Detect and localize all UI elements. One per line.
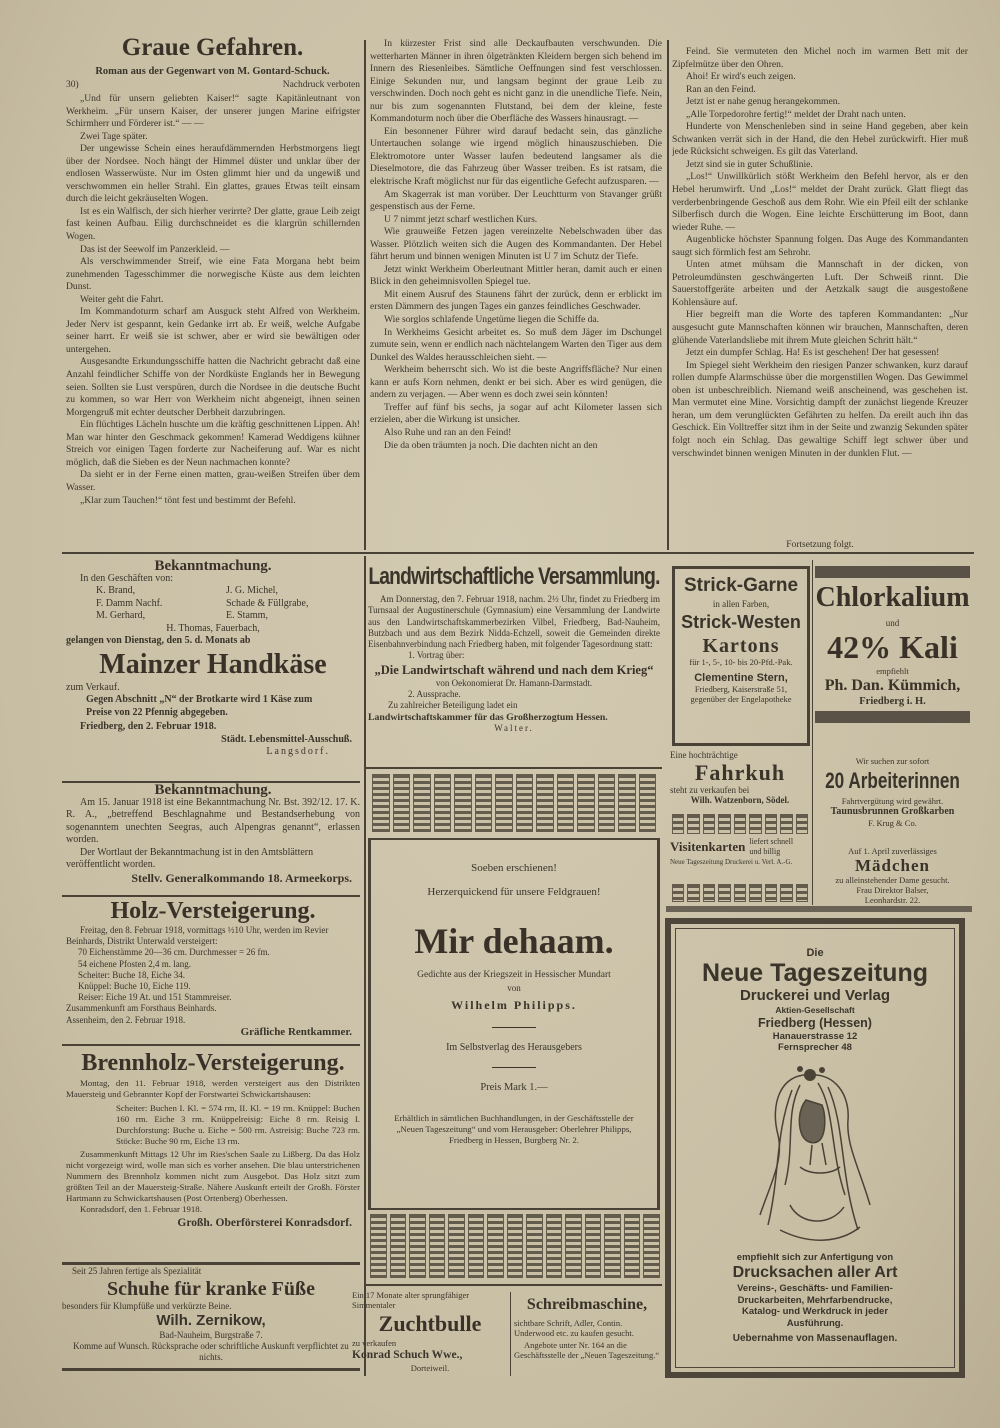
- meeting-lecture: „Die Landwirtschaft während und nach dem Krieg“: [374, 662, 654, 677]
- story-paragraph: Augenblicke höchster Spannung folgen. Das Auge des Kommandanten saugt sich förmlich fest am Sehrohr.: [672, 234, 968, 258]
- decorative-border: [672, 814, 808, 834]
- ornament-cell: [734, 884, 746, 902]
- ornament-cell: [780, 814, 792, 834]
- notice-signer: Städt. Lebensmittel-Ausschuß.: [221, 733, 352, 745]
- ornament-cell: [749, 884, 761, 902]
- notice-title: Bekanntmachung.: [154, 558, 272, 574]
- ornament-cell: [516, 774, 534, 832]
- meeting-speaker: von Oekonomierat Dr. Hamann-Darmstadt.: [435, 677, 593, 688]
- ad-maedchen: [815, 846, 970, 904]
- notice-text: Der Wortlaut der Bekanntmachung ist in den Amtsblättern veröffentlicht worden.: [66, 846, 314, 870]
- auction-item: 70 Eichenstämme 20—36 cm. Durchmesser = 26 fm.: [78, 947, 270, 958]
- story-paragraph: „Und für unsern geliebten Kaiser!“ sagte Kapitänleutnant von Werkheim. „Für unsern Kaiser, der unserer jungen Marine eifrigster Schirmherr und Förderer ist.“ — —: [66, 93, 360, 130]
- ad-intro: Eine hochträchtige: [670, 750, 738, 760]
- serial-number: 30): [66, 80, 79, 90]
- ad-text: sichtbare Schrift, Adler, Contin. Underwood etc. zu kaufen gesucht.: [514, 1318, 634, 1338]
- meeting-text: Am Donnerstag, den 7. Februar 1918, nachm. 2½ Uhr, findet zu Friedberg im Turnsaal der Augustinerschule (Gymnasium) eine Versammlung der Landwirte aus den Landwirtschaftskammerbezirken Vilbel, Friedberg, Bad-Nauheim, Butzbach und aus dem Bezirk Nidda-Echzell, soweit die Gemeinden direkte Eisenbahnverbindung nach Friedberg haben, mit folgender Tagesordnung statt:: [368, 594, 660, 650]
- auction-intro: Montag, den 11. Februar 1918, werden versteigert aus den Distrikten Mauersteig und Gebrannter Kopf der Forstwartei Schwickartshausen:: [66, 1078, 360, 1099]
- ad-address: Bad-Nauheim, Burgstraße 7.: [159, 1330, 263, 1340]
- ad-inner: [675, 928, 955, 1368]
- ornament-cell: [718, 814, 730, 834]
- story-paragraph: Am Skagerrak ist man vorüber. Der Leuchtturm von Stavanger grüßt gespenstisch aus der Ferne.: [370, 188, 662, 213]
- ornament-cell: [577, 774, 595, 832]
- ornament-cell: [703, 884, 715, 902]
- ornament-cell: [565, 1214, 582, 1278]
- notice-text: gelangen von Dienstag, den 5. d. Monats ab: [66, 635, 251, 646]
- ad-note: Komme auf Wunsch. Rücksprache oder schriftliche Auskunft verpflichtet zu nichts.: [73, 1341, 349, 1362]
- ad-company: F. Krug & Co.: [868, 818, 917, 828]
- ad-holz-versteigerung: [66, 898, 360, 1040]
- notice-text: Am 15. Januar 1918 ist eine Bekanntmachung Nr. Bst. 392/12. 17. K. R. A., „betreffend Beschlagnahme und Bestandserhebung von sogenanntem unechten Seegras, auch Alpengras genannt“, erlassen worden.: [66, 796, 360, 845]
- meeting-agenda-item: 2. Aussprache.: [408, 689, 461, 700]
- ad-intro: Wir suchen zur sofort: [855, 756, 930, 766]
- auction-date: Konradsdorf, den 1. Februar 1918.: [80, 1203, 202, 1214]
- column-divider: [364, 40, 366, 550]
- shop-name: H. Thomas, Fauerbach,: [166, 622, 260, 634]
- ad-intro: Seit 25 Jahren fertige als Spezialität: [72, 1266, 202, 1276]
- divider: [492, 1027, 536, 1028]
- shop-name: M. Gerhard,: [96, 610, 146, 621]
- story-paragraph: Das ist der Seewolf im Panzerkleid. —: [80, 243, 230, 255]
- ad-sub: zu alleinstehender Dame gesucht.: [835, 875, 950, 885]
- story-paragraph: „Klar zum Tauchen!“ tönt fest und bestimmt der Befehl.: [80, 494, 296, 506]
- ad-recommend: empfiehlt sich zur Anfertigung von: [736, 1252, 894, 1263]
- ad-headline: Chlorkalium: [815, 582, 970, 613]
- ornament-cell: [475, 774, 493, 832]
- auction-item: Knüppel: Buche 10, Eiche 119.: [78, 981, 191, 992]
- auction-title: Brennholz-Versteigerung.: [81, 1050, 345, 1076]
- divider: [492, 1067, 536, 1068]
- ornament-cell: [409, 1214, 426, 1278]
- ad-sub: empfiehlt: [876, 666, 909, 676]
- notice-text: zum Verkauf.: [66, 681, 120, 693]
- meeting-agenda-item: 1. Vortrag über:: [408, 650, 465, 661]
- notice-name: Langsdorf.: [266, 746, 330, 757]
- story-column-1: [66, 93, 360, 548]
- story-paragraph: Wie grauweiße Fetzen jagen vereinzelte Nebelschwaden über das Wasser. Plötzlich weiten sich die Augen des Kommandanten. Der Hebel fährt herum und binnen wenigen Minuten ist U 7 im Schutz der Tiefe.: [370, 226, 662, 263]
- ad-sub: in allen Farben,: [712, 599, 770, 609]
- ad-headline: Schuhe für kranke Füße: [106, 1278, 315, 1300]
- shop-name: F. Damm Nachf.: [96, 597, 163, 609]
- auction-item: Scheiter: Buche 18, Eiche 34.: [78, 969, 185, 980]
- ornament-cell: [796, 814, 808, 834]
- ornament-cell: [448, 1214, 465, 1278]
- ad-name: Konrad Schuch Wwe.,: [352, 1349, 463, 1361]
- ornament-cell: [765, 884, 777, 902]
- ornament-cell: [372, 774, 390, 832]
- ad-buch-mir-dehaam: [368, 838, 660, 1210]
- story-column-2: [370, 38, 662, 550]
- ornament-cell: [468, 1214, 485, 1278]
- ornament-cell: [624, 1214, 641, 1278]
- ornament-cell: [429, 1214, 446, 1278]
- woman-illustration: [740, 1055, 890, 1245]
- book-von: von: [507, 983, 521, 993]
- section-rule: [62, 552, 974, 554]
- story-paragraph: Treffer auf fünf bis sechs, ja sogar auf acht Kilometer lassen sich erzielen, aber die Wirkung ist unsicher.: [370, 401, 662, 426]
- ad-fahrkuh: [670, 750, 810, 812]
- ad-arbeiterinnen: [815, 756, 970, 844]
- notice-title: Bekanntmachung.: [154, 782, 272, 798]
- ad-sub: besonders für Klumpfüße und verkürzte Beine.: [62, 1301, 232, 1311]
- auction-details: Scheiter: Buchen I. Kl. = 574 rm, II. Kl. = 19 rm. Knüppel: Buchen 160 rm. Eiche 3 rm. Knüppelreisig: Eiche 8 rm. Reisig I. Durchforstung: Buche u. Eiche = 500 rm. Astreisig: Buche 723 rm. Stöcke: Buche 90 rm, Eiche 13 rm.: [116, 1102, 360, 1146]
- ad-street: Hanauerstrasse 12: [772, 1031, 858, 1042]
- story-paragraph: Weiter geht die Fahrt.: [80, 293, 164, 305]
- book-announcement: Soeben erschienen!: [471, 862, 557, 874]
- story-paragraph: U 7 nimmt jetzt scharf westlichen Kurs.: [384, 213, 538, 225]
- story-paragraph: Unten atmet mühsam die Mannschaft in der dicken, von Petroleumdünsten geschwängerten Luft. Der Schweiß rinnt. Die Sauerstoffgeräte arbeiten und der Aetzkalk saugt die ausgestoßene Kohlensäure auf.: [672, 259, 968, 308]
- book-subtitle: Gedichte aus der Kriegszeit in Hessischer Mundart: [417, 970, 611, 980]
- ad-seegras: [66, 784, 360, 892]
- story-paragraph: Jetzt winkt Werkheim Oberleutnant Mittler heran, damit auch er einen Blick in den geheimnisvollen Spiegel tue.: [370, 263, 662, 288]
- ornament-cell: [390, 1214, 407, 1278]
- story-paragraph: Ist es ein Walfisch, der sich hierher verirrte? Der glatte, graue Leib zeigt fast keinen Aufbau. Eilig durchschneidet es die klargrün schillernden Wogen.: [66, 205, 360, 243]
- ornament-cell: [687, 814, 699, 834]
- ad-brennholz-versteigerung: [66, 1048, 360, 1262]
- ad-sub: für 1-, 5-, 10- bis 20-Pfd.-Pak.: [689, 657, 793, 667]
- ornament-cell: [703, 814, 715, 834]
- ad-services: Vereins-, Geschäfts- und Familien-Druckarbeiten, Mehrfarbendrucke, Katalog- und Werkdruck in jeder Ausführung.: [737, 1283, 893, 1329]
- ornament-cell: [526, 1214, 543, 1278]
- ad-place: Friedberg i. H.: [859, 696, 926, 707]
- ornament-cell: [796, 884, 808, 902]
- story-paragraph: Der ungewisse Schein eines heraufdämmernden Herbstmorgens liegt über der Nordsee. Noch hängt der Himmel düster und unklar über der endlosen Wasserwüste. Nur im Osten glimmt hier und da ungewiß und verschwommen ein heller Strahl. Ein glattes, graues Etwas teilt einsam durch die leicht gekräuselten Wogen.: [66, 143, 360, 205]
- ornament-cell: [413, 774, 431, 832]
- book-availability: Erhältlich in sämtlichen Buchhandlungen, in der Geschäftsstelle der „Neuen Tageszeitung“ und vom Herausgeber: Oberlehrer Philipps, Friedberg in Hessen, Burgberg Nr. 2.: [394, 1113, 634, 1145]
- ornament-cell: [765, 814, 777, 834]
- auction-title: Holz-Versteigerung.: [110, 898, 316, 924]
- ornament-cell: [639, 774, 657, 832]
- auction-signer: Großh. Oberförsterei Konradsdorf.: [177, 1216, 352, 1229]
- ornament-cell: [718, 884, 730, 902]
- auction-item: 54 eichene Pfosten 2,4 m. lang.: [78, 958, 191, 969]
- story-paragraph: Die da oben träumten ja noch. Die dachten nicht an den: [384, 439, 598, 451]
- notice-date: Friedberg, den 2. Februar 1918.: [80, 721, 217, 732]
- ad-zuchtbulle: [352, 1290, 508, 1382]
- ad-headline: Drucksachen aller Art: [732, 1264, 898, 1281]
- story-paragraph: Hunderte von Menschenleben sind in seine Hand gegeben, aber kein Schwanken verrät sich in der Hand, die den Hebel zurückwirft. Hier muß jede Rücksicht schweigen. Es gilt das Vaterland.: [672, 121, 968, 158]
- serial-subtitle: Roman aus der Gegenwart von M. Gontard-Schuck.: [95, 66, 330, 77]
- ornament-cell: [643, 1214, 660, 1278]
- ornament-cell: [672, 884, 684, 902]
- story-paragraph: Zwei Tage später.: [80, 130, 148, 142]
- divider: [62, 1262, 360, 1265]
- decorative-border: [372, 774, 656, 832]
- divider: [62, 1044, 360, 1046]
- ad-intro: Ein 17 Monate alter sprungfähiger Simmentaler: [352, 1290, 470, 1310]
- ad-headline: Strick-Westen: [681, 612, 801, 632]
- story-paragraph: In kürzester Frist sind alle Deckaufbauten verschwunden. Die wetterharten Männer in ihren ölgetränkten Kleidern bergen sich behend im Innern des Riesenleibes. Sämtliche Oeffnungen sind fest verschlossen. Einige Sekunden nur, und langsam beginnt der graue Leib zu verschwinden. Doch noch geht es nicht ganz in die unendliche Tiefe. Nein, nur bis zum sogenannten Flutstand, bei dem der kleine, feste Kommandoturm noch über die Oberfläche des Wassers hinausragt. —: [370, 38, 662, 125]
- story-paragraph: Ein flüchtiges Lächeln huschte um die kräftig geschnittenen Lippen. Ah! Man war hinter den Geschmack gekommen! Kamerad Weddigens kühner Streich vor einigen Tagen forderte zur Nacheiferung auf. War es nicht möglich, daß die Sieben es der Neun nachmachen konnte?: [66, 419, 360, 468]
- story-paragraph: Wie sorglos schlafende Ungetüme liegen die Schiffe da.: [384, 314, 600, 326]
- story-paragraph: Also Ruhe und ran an den Feind!: [384, 426, 512, 438]
- story-paragraph: Jetzt ein dumpfer Schlag. Ha! Es ist geschehen! Der hat gesessen!: [686, 347, 940, 359]
- column-divider: [364, 556, 366, 1376]
- story-paragraph: Jetzt sind sie in guter Schußlinie.: [686, 158, 813, 170]
- copyright-note: Nachdruck verboten: [282, 80, 360, 90]
- newspaper-name: Neue Tageszeitung: [702, 959, 928, 987]
- ornament-cell: [687, 884, 699, 902]
- shop-name: E. Stamm,: [226, 610, 268, 621]
- ad-company: Taunusbrunnen Großkarben: [830, 806, 955, 817]
- continued-note: Fortsetzung folgt.: [786, 540, 854, 550]
- ornament-cell: [749, 814, 761, 834]
- ad-strick-garne: [672, 566, 810, 746]
- ad-mass: Uebernahme von Massenauflagen.: [732, 1333, 898, 1344]
- divider: [510, 1292, 511, 1376]
- ad-city: Friedberg (Hessen): [758, 1016, 872, 1030]
- ad-printer: Neue Tageszeitung Druckerei u. Verl. A.-G.: [670, 858, 793, 866]
- ad-handkaese: [66, 560, 360, 778]
- ad-sub: steht zu verkaufen bei: [670, 784, 750, 795]
- ad-headline: 20 Arbeiterinnen: [825, 768, 960, 793]
- ornament-cell: [393, 774, 411, 832]
- ornament-cell: [734, 814, 746, 834]
- ad-headline: Strick-Garne: [683, 575, 799, 596]
- ad-name: Clementine Stern,: [694, 672, 788, 684]
- ad-name: Wilh. Zernikow,: [156, 1312, 266, 1329]
- column-divider: [667, 40, 669, 550]
- shop-name: Schade & Füllgrabe,: [226, 597, 309, 609]
- shop-name: J. G. Michel,: [226, 585, 278, 596]
- notice-intro: In den Geschäften von:: [80, 572, 174, 584]
- ad-name: Frau Direktor Balser,: [856, 885, 929, 895]
- story-paragraph: Ein besonnener Führer wird darauf bedacht sein, das gänzliche Untertauchen solange wie irgend möglich hinauszuschieben. Die Elektromotore unter Wasser laufen bedeutend langsamer als die Dieselmotore, die das Fahrzeug über Wasser treiben. Es ist ratsam, die elektrische Kraft möglichst nur für das eigentliche Gefecht aufzusparen. —: [370, 125, 662, 188]
- story-paragraph: Werkheim beherrscht sich. Wo ist die beste Angriffsfläche? Nur einen kann er aufs Korn nehmen, denkt er bei sich. Aber es wird genügen, die andern zu verjagen. — Aber wenn es doch zwei sein könnten!: [370, 364, 662, 401]
- ornament-cell: [495, 774, 513, 832]
- ad-sub: zu verkaufen: [352, 1338, 397, 1348]
- ad-phone: Fernsprecher 48: [778, 1042, 852, 1053]
- divider: [812, 560, 813, 905]
- auction-signer: Gräfliche Rentkammer.: [240, 1025, 352, 1038]
- story-paragraph: Ahoi! Er wird's euch zeigen.: [686, 71, 796, 83]
- story-paragraph: „Los!“ Unwillkürlich stößt Werkheim den Befehl hervor, als er den Hebel herumwirft. Und „Los!“ meldet der Draht zurück. Glatt fliegt das verderbenbringende Geschoß aus dem Rohr. Wie ein Pfeil eilt der schlanke Silberfisch durch die Wogen. Eine leichte Erschütterung im Boot, dann wieder Ruhe. —: [672, 171, 968, 233]
- ad-name: Ph. Dan. Kümmich,: [824, 677, 961, 694]
- shop-name: K. Brand,: [96, 585, 136, 596]
- ad-neue-tageszeitung: [665, 918, 965, 1378]
- decorative-border: [672, 884, 808, 902]
- ad-address: gegenüber der Engelapotheke: [690, 694, 792, 704]
- auction-intro: Freitag, den 8. Februar 1918, vormittags ½10 Uhr, werden im Revier Beinhards, Distrikt Unterwald versteigert:: [66, 925, 329, 947]
- ad-schuhe: [62, 1266, 360, 1366]
- divider: [62, 1368, 360, 1371]
- decorative-bar: [815, 711, 970, 723]
- story-paragraph: Ran an den Feind.: [686, 83, 756, 95]
- notice-signer: Stellv. Generalkommando 18. Armeekorps.: [131, 870, 352, 885]
- ornament-cell: [546, 1214, 563, 1278]
- meeting-signer: Landwirtschaftskammer für das Großherzogtum Hessen.: [368, 711, 608, 723]
- ornament-cell: [370, 1214, 387, 1278]
- story-paragraph: In Werkheims Gesicht arbeitet es. So muß dem Jäger im Dschungel zumute sein, wenn er endlich nach nächtelangem Warten den Tiger aus dem Dunkel des Waldes herausschleichen sieht. —: [370, 326, 662, 363]
- book-title: Mir dehaam.: [414, 921, 614, 961]
- ad-visitenkarten: [670, 837, 810, 881]
- ad-schreibmaschine: [514, 1292, 660, 1384]
- divider: [366, 767, 662, 769]
- ornament-cell: [434, 774, 452, 832]
- notice-text: Gegen Abschnitt „N“ der Brotkarte wird 1 Käse zum Preise von 22 Pfennig abgegeben.: [86, 694, 313, 718]
- ad-headline: Schreibmaschine,: [526, 1296, 648, 1313]
- divider: [666, 906, 972, 912]
- story-paragraph: Hier begreift man die Worte des tapferen Kommandanten: „Nur ausgesucht gute Mannschaften können wir brauchen, Mannschaften, deren glühende Vaterlandsliebe mit ihrem Mute gleichen Schritt hält.“: [672, 309, 968, 346]
- ad-sub: und: [885, 618, 900, 628]
- decorative-bar: [815, 566, 970, 578]
- serial-title: Graue Gefahren.: [121, 34, 304, 61]
- divider: [366, 1284, 662, 1286]
- ad-sub: Fahrtvergütung wird gewährt.: [841, 796, 944, 806]
- ad-place: Dorteiweil.: [410, 1363, 450, 1373]
- ornament-cell: [536, 774, 554, 832]
- auction-item: Reiser: Eiche 19 At. und 151 Stammreiser.: [78, 992, 232, 1003]
- auction-date: Assenheim, den 2. Februar 1918.: [66, 1014, 186, 1025]
- book-author: Wilhelm Philipps.: [451, 998, 577, 1012]
- ornament-cell: [780, 884, 792, 902]
- story-paragraph: Mit einem Ausruf des Staunens fährt der zurück, denn er erblickt im ersten Dämmern des jungen Tages ein ganzes feindliches Geschwader.: [370, 288, 662, 313]
- story-paragraph: Jetzt ist er nahe genug herangekommen.: [686, 96, 840, 108]
- ad-versammlung: [368, 560, 660, 765]
- ornament-cell: [507, 1214, 524, 1278]
- ornament-cell: [604, 1214, 621, 1278]
- ad-headline: Kartons: [702, 635, 780, 657]
- story-column-3: [672, 46, 968, 540]
- book-tagline: Herzerquickend für unsere Feldgrauen!: [427, 886, 601, 898]
- ad-address: Friedberg, Kaiserstraße 51,: [694, 684, 788, 694]
- ad-address: Leonhardstr. 22.: [864, 895, 921, 905]
- story-paragraph: Feind. Sie vermuteten den Michel noch im warmen Bett mit der Zipfelmütze über den Ohren.: [672, 46, 968, 70]
- ad-intro: Auf 1. April zuverlässiges: [848, 846, 937, 856]
- book-price: Preis Mark 1.—: [480, 1082, 548, 1093]
- story-paragraph: Im Spiegel sieht Werkheim den riesigen Panzer schwanken, kurz darauf rollen dumpfe Alarmschüsse über die morgenstillen Wogen. Das Gewimmel oben ist unbeschreiblich. Niemand weiß anscheinend, was geschehen ist. Man vermutet eine Mine. Vorsichtig dampft der zunächst liegende Kreuzer heran, um dem verunglückten Gefährten zu helfen. Da ereilt auch ihn das Geschick. Ein Volltreffer sitzt ihm in der Seite und zwanzig Sekunden später folgt noch ein Schlag. Das gewaltige Schiff legt schwer über und verschwindet binnen wenigen Minuten in der dunklen Flut. —: [672, 359, 968, 459]
- ad-chlorkalium: [815, 566, 970, 750]
- book-publisher: Im Selbstverlag des Herausgebers: [446, 1042, 582, 1053]
- ad-headline: Visitenkarten: [670, 839, 746, 854]
- ornament-cell: [557, 774, 575, 832]
- story-paragraph: Ausgesandte Erkundungsschiffe hatten die Nachricht gebracht daß eine Anzahl feindlicher Schiffe von der Nordküste Englands her in Bewegung seien. Sollten sie Lust verspüren, durch die Nordsee in die deutsche Bucht zu kommen, so war Herr von Werkheim nicht abgeneigt, ihnen seinen Morgengruß mit echter deutscher Derbheit darzubringen.: [66, 356, 360, 418]
- ornament-cell: [454, 774, 472, 832]
- story-paragraph: Da sieht er in der Ferne einen matten, grau-weißen Streifen über dem Wasser.: [66, 469, 360, 493]
- story-paragraph: Im Kommandoturm scharf am Ausguck steht Alfred von Werkheim. Jeder Nerv ist gespannt, kein Gedanke irrt ab. Er weiß, welche Aufgabe seiner harrt. Er weiß sie ist schwer, aber er wird sie bewältigen oder untergehen.: [66, 306, 360, 355]
- ad-die: Die: [806, 947, 824, 959]
- auction-text: Zusammenkunft Mittags 12 Uhr im Ries'schen Saale zu Lißberg. Da das Holz nicht vorgezeigt wird, wolle man sich es vorher ansehen. Die blau unterstrichenen Nummern des Brennholz kommen nicht zum Ausgebot. Das Holz sitzt zum größten Teil an der Mauersteig-Straße. Nähere Auskunft erteilt der Großh. Förster Hartmann zu Schwickartshausen (Post Ortenberg) Oberhessen.: [66, 1149, 360, 1204]
- ad-headline: 42% Kali: [827, 629, 958, 665]
- ad-headline: Zuchtbulle: [378, 1311, 482, 1336]
- story-paragraph: „Alle Torpedorohre fertig!“ meldet der Draht nach unten.: [686, 108, 906, 120]
- ornament-cell: [598, 774, 616, 832]
- notice-headline: Mainzer Handkäse: [99, 648, 327, 680]
- ad-headline: Mädchen: [855, 856, 930, 875]
- divider: [62, 895, 360, 897]
- decorative-border: [370, 1214, 660, 1278]
- ornament-cell: [618, 774, 636, 832]
- ad-headline: Fahrkuh: [694, 759, 786, 785]
- story-paragraph: Als verschwimmender Streif, wie eine Fata Morgana hebt beim zunehmenden Tagesschimmer die norwegische Küste aus dem leichten Dunst.: [66, 256, 360, 293]
- ad-company-type: Aktien-Gesellschaft: [775, 1005, 855, 1015]
- ad-sub: liefert schnell und billig: [749, 837, 794, 856]
- ad-name: Wilh. Watzenborn, Södel.: [690, 795, 790, 805]
- ornament-cell: [672, 814, 684, 834]
- meeting-name: Walter.: [494, 722, 534, 733]
- meeting-title: Landwirtschaftliche Versammlung.: [368, 563, 660, 590]
- meeting-invite: Zu zahlreicher Beteiligung ladet ein: [388, 700, 518, 711]
- ornament-cell: [585, 1214, 602, 1278]
- ad-sub: Druckerei und Verlag: [739, 987, 891, 1004]
- ornament-cell: [487, 1214, 504, 1278]
- auction-meeting: Zusammenkunft am Forsthaus Beinhards.: [66, 1003, 217, 1014]
- ad-offer: Angebote unter Nr. 164 an die Geschäftsstelle der „Neuen Tageszeitung.“: [514, 1340, 660, 1360]
